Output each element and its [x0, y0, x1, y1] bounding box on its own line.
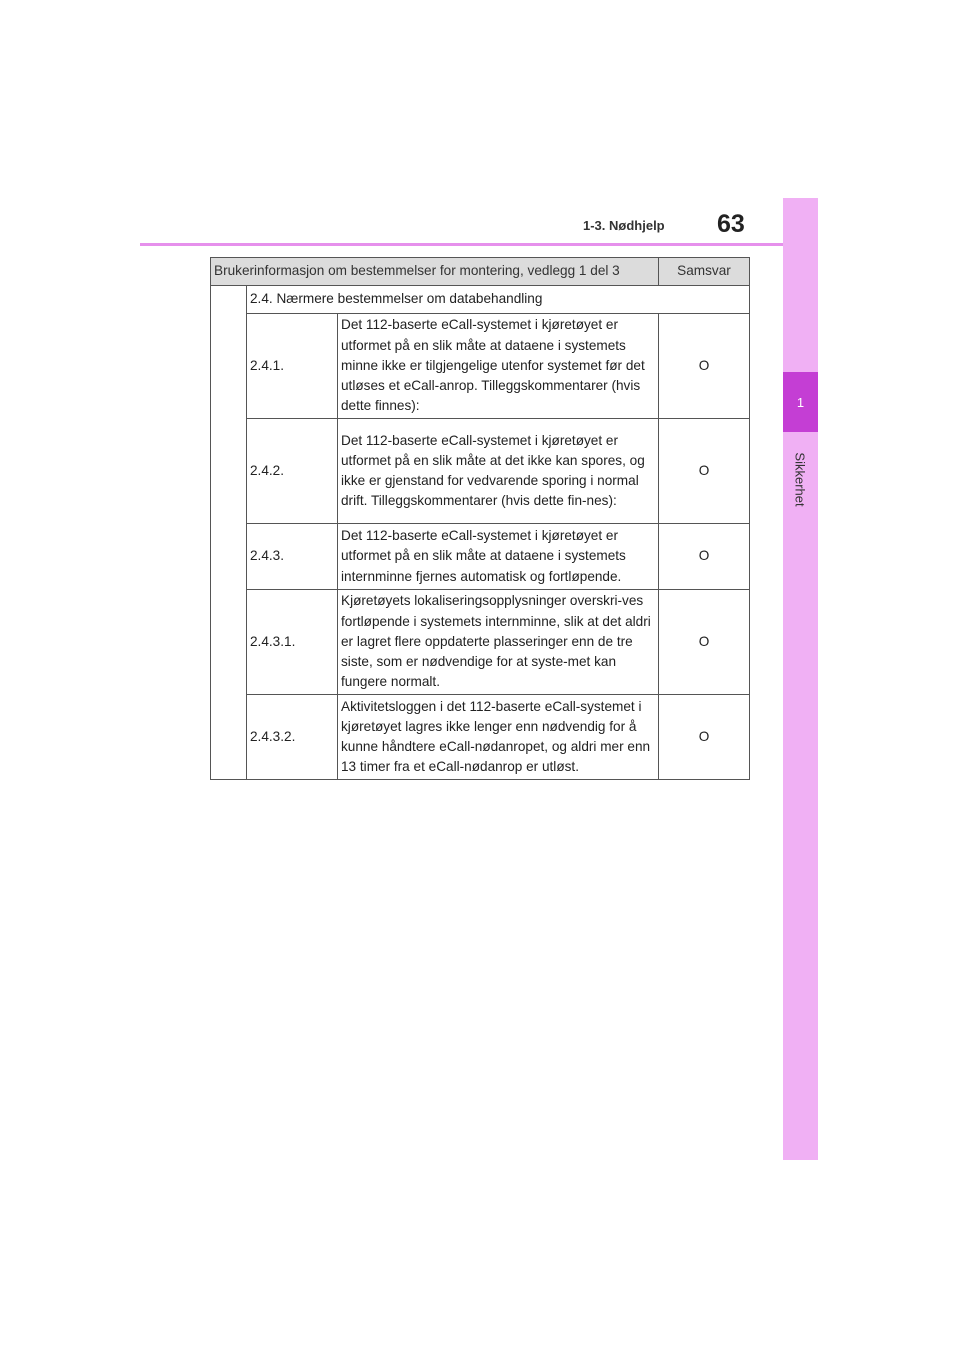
- row-value: O: [659, 314, 750, 419]
- row-text: Det 112-baserte eCall-systemet i kjøretøyet er utformet på en slik måte at dataene i systemets internminne fjernes automatisk og fortløpende.: [338, 524, 659, 590]
- row-text: Det 112-baserte eCall-systemet i kjøretøyet er utformet på en slik måte at det ikke kan spores, og ikke er gjenstand for vedvarende sporing i normal drift. Tilleggskommentarer (hvis dette fin-nes):: [338, 419, 659, 524]
- table-row: [211, 695, 750, 780]
- row-value: O: [659, 695, 750, 780]
- section-heading: 2.4. Nærmere bestemmelser om databehandling: [247, 286, 750, 314]
- row-text: Aktivitetsloggen i det 112-baserte eCall-systemet i kjøretøyet lagres ikke lenger enn nødvendig for å kunne håndtere eCall-nødanropet, og aldri mer enn 13 timer fra et eCall-nødanrop er utløst.: [338, 695, 659, 780]
- table-row: [211, 419, 750, 524]
- row-id: 2.4.2.: [247, 419, 338, 524]
- row-value: O: [659, 419, 750, 524]
- chapter-side-tab: [783, 198, 818, 1160]
- section-heading-row: [211, 286, 750, 314]
- table-row: [211, 524, 750, 590]
- page-number: 63: [717, 210, 745, 238]
- section-title: 1-3. Nødhjelp: [583, 218, 665, 233]
- table-row: [211, 314, 750, 419]
- table-header-row: [211, 258, 750, 286]
- row-id: 2.4.3.1.: [247, 590, 338, 695]
- row-id: 2.4.3.2.: [247, 695, 338, 780]
- regulation-table: [210, 257, 750, 780]
- chapter-number: 1: [783, 372, 818, 432]
- header-rule: [140, 243, 783, 246]
- row-value: O: [659, 524, 750, 590]
- table-row: [211, 590, 750, 695]
- column-header-compliance: Samsvar: [659, 258, 750, 286]
- indent-cell: [211, 286, 247, 780]
- row-value: O: [659, 590, 750, 695]
- column-header-info: Brukerinformasjon om bestemmelser for montering, vedlegg 1 del 3: [211, 258, 659, 286]
- row-id: 2.4.1.: [247, 314, 338, 419]
- chapter-label: Sikkerhet: [792, 452, 808, 507]
- row-text: Det 112-baserte eCall-systemet i kjøretøyet er utformet på en slik måte at dataene i systemets minne ikke er tilgjengelige utenfor systemet før det utløses et eCall-anrop. Tilleggskommentarer (hvis dette finnes):: [338, 314, 659, 419]
- row-text: Kjøretøyets lokaliseringsopplysninger overskri-ves fortløpende i systemets internminne, slik at det aldri er lagret flere oppdaterte plasseringer enn de tre siste, som er nødvendige for at syste-met kan fungere normalt.: [338, 590, 659, 695]
- row-id: 2.4.3.: [247, 524, 338, 590]
